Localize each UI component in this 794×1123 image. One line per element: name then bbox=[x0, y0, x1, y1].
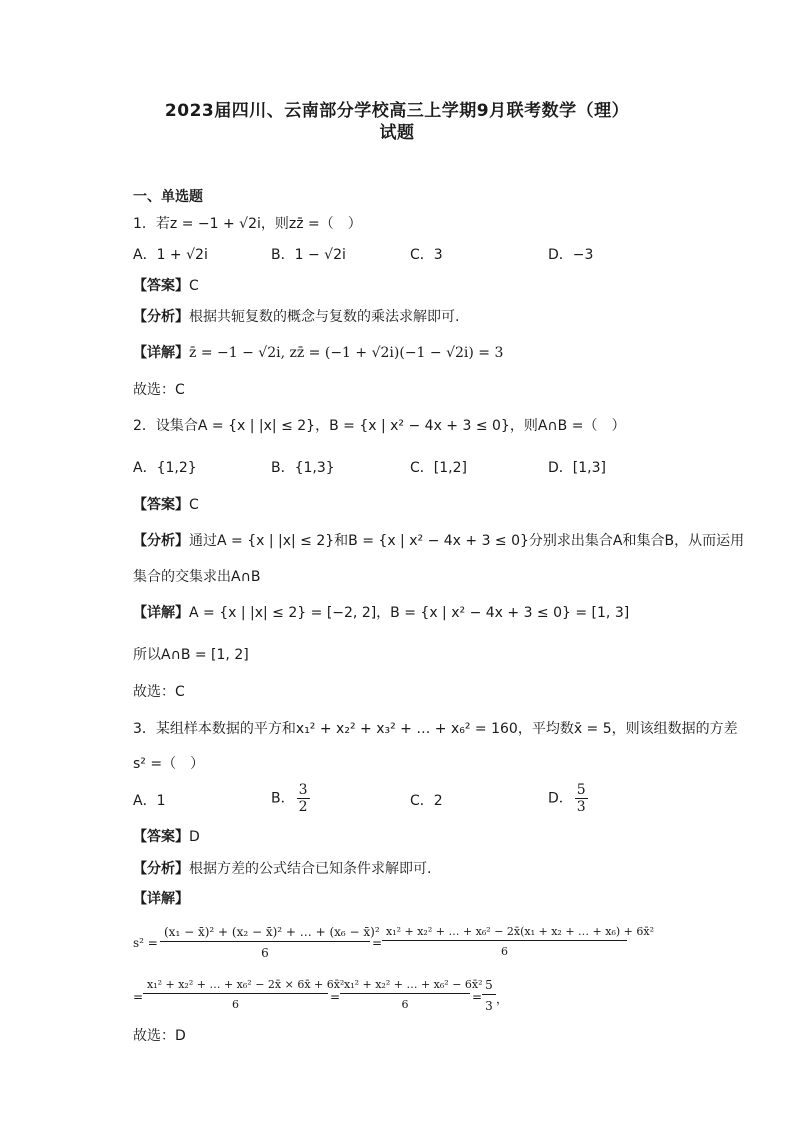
q3-formula-frac4 bbox=[340, 978, 483, 1011]
q2-analysis-line1 bbox=[133, 530, 744, 550]
q2-option-c: C．[1,2] bbox=[410, 460, 467, 476]
q3-detail-tag: 【详解】 bbox=[133, 891, 189, 907]
q1-answer-value: C bbox=[189, 278, 199, 294]
q3-formula-frac1-num: (x₁ − x̄)² + (x₂ − x̄)² + … + (x₆ − x̄)² bbox=[160, 925, 370, 942]
q1-option-a: A．1 + √2i bbox=[133, 247, 208, 263]
q1-analysis bbox=[133, 306, 459, 326]
q1-stem: 1．若z = −1 + √2i，则zz̄ =（ ） bbox=[133, 216, 362, 232]
q2-answer bbox=[133, 494, 199, 514]
q3-formula-frac2 bbox=[382, 925, 654, 958]
q3-s2-label: s² = bbox=[133, 936, 158, 950]
q2-option-a: A．{1,2} bbox=[133, 460, 197, 476]
q3-formula-frac4-num: x₁² + x₂² + … + x₆² − 6x̄² bbox=[340, 978, 470, 994]
q2-result: 所以A∩B = [1, 2] bbox=[133, 647, 249, 663]
q2-stem: 2．设集合A = {x | |x| ≤ 2}，B = {x | x² − 4x + 3 ≤ 0}，则A∩B =（ ） bbox=[133, 418, 626, 434]
q2-choice: 故选：C bbox=[133, 684, 185, 700]
q3-formula-eq2: = bbox=[133, 990, 144, 1004]
q3-formula-frac1-den: 6 bbox=[261, 946, 269, 960]
q3-answer-value: D bbox=[189, 829, 200, 845]
q3-option-b-label: B． bbox=[271, 790, 295, 807]
q3-option-c: C．2 bbox=[410, 793, 443, 809]
q3-formula-frac1 bbox=[160, 925, 380, 960]
q1-choice: 故选：C bbox=[133, 382, 185, 398]
q3-formula-frac4-den: 6 bbox=[401, 998, 409, 1011]
q3-option-d bbox=[548, 782, 590, 815]
q3-option-b-num: 3 bbox=[298, 782, 308, 798]
q3-stem-line2: s² =（ ） bbox=[133, 756, 205, 772]
q1-analysis-tag: 【分析】 bbox=[133, 309, 189, 325]
q3-formula-frac5-num: 5 bbox=[482, 978, 496, 995]
q3-analysis-tag: 【分析】 bbox=[133, 861, 189, 877]
q2-answer-value: C bbox=[189, 497, 199, 513]
q2-option-b: B．{1,3} bbox=[271, 460, 335, 476]
q3-option-b bbox=[271, 782, 312, 815]
q3-option-d-den: 3 bbox=[576, 799, 586, 815]
q1-answer-tag: 【答案】 bbox=[133, 278, 189, 294]
doc-title-line2: 试题 bbox=[379, 123, 415, 143]
q3-choice: 故选：D bbox=[133, 1028, 186, 1044]
section-heading: 一、单选题 bbox=[133, 189, 203, 205]
q2-answer-tag: 【答案】 bbox=[133, 497, 189, 513]
q3-formula-frac3-num: x₁² + x₂² + … + x₆² − 2x̄ × 6x̄ + 6x̄² bbox=[143, 978, 328, 994]
q3-formula-frac3-den: 6 bbox=[232, 998, 239, 1011]
q3-option-d-fraction bbox=[575, 782, 588, 815]
q1-analysis-text: 根据共轭复数的概念与复数的乘法求解即可. bbox=[189, 309, 460, 325]
q2-analysis-text1: 通过A = {x | |x| ≤ 2}和B = {x | x² − 4x + 3 ≤ 0}分别求出集合A和集合B，从而运用 bbox=[189, 533, 745, 549]
q3-stem-line1: 3．某组样本数据的平方和x₁² + x₂² + x₃² + … + x₆² = 160，平均数x̄ = 5，则该组数据的方差 bbox=[133, 721, 738, 737]
q3-formula-eq4: = bbox=[472, 990, 483, 1004]
q2-option-d: D．[1,3] bbox=[548, 460, 606, 476]
q3-formula-tail: ， bbox=[496, 992, 509, 1006]
q3-answer-tag: 【答案】 bbox=[133, 829, 189, 845]
q3-analysis-text: 根据方差的公式结合已知条件求解即可. bbox=[189, 861, 432, 877]
q3-formula-frac2-num: x₁² + x₂² + … + x₆² − 2x̄(x₁ + x₂ + … + x₆) + 6x̄² bbox=[382, 925, 627, 941]
q2-detail-text: A = {x | |x| ≤ 2} = [−2, 2]，B = {x | x² − 4x + 3 ≤ 0} = [1, 3] bbox=[189, 605, 630, 621]
q1-option-b: B．1 − √2i bbox=[271, 247, 346, 263]
q3-option-b-den: 2 bbox=[298, 799, 308, 815]
q1-answer bbox=[133, 275, 199, 295]
q3-option-d-num: 5 bbox=[576, 782, 586, 798]
q1-detail-text: z̄ = −1 − √2i, zz̄ = (−1 + √2i)(−1 − √2i) = 3 bbox=[189, 345, 504, 361]
q3-answer bbox=[133, 826, 200, 846]
q3-formula-eq3: = bbox=[330, 990, 341, 1004]
q1-option-d: D．−3 bbox=[548, 247, 594, 263]
q3-option-d-label: D． bbox=[548, 790, 573, 807]
q1-option-c: C．3 bbox=[410, 247, 443, 263]
q3-formula-frac5-den: 3 bbox=[485, 999, 493, 1013]
q2-detail-tag: 【详解】 bbox=[133, 605, 189, 621]
q2-analysis-line2: 集合的交集求出A∩B bbox=[133, 569, 261, 585]
q3-option-a: A．1 bbox=[133, 793, 166, 809]
q3-analysis bbox=[133, 858, 431, 878]
q3-formula-eq1: = bbox=[372, 936, 383, 950]
q3-formula-frac3 bbox=[143, 978, 345, 1011]
q3-formula-frac5 bbox=[482, 978, 496, 1013]
q2-detail bbox=[133, 602, 629, 622]
q1-detail bbox=[133, 342, 503, 362]
doc-title-line1: 2023届四川、云南部分学校高三上学期9月联考数学（理） bbox=[164, 101, 630, 121]
q3-formula-frac2-den: 6 bbox=[501, 945, 508, 958]
q1-detail-tag: 【详解】 bbox=[133, 345, 189, 361]
q3-option-b-fraction bbox=[297, 782, 310, 815]
q2-analysis-tag: 【分析】 bbox=[133, 533, 189, 549]
